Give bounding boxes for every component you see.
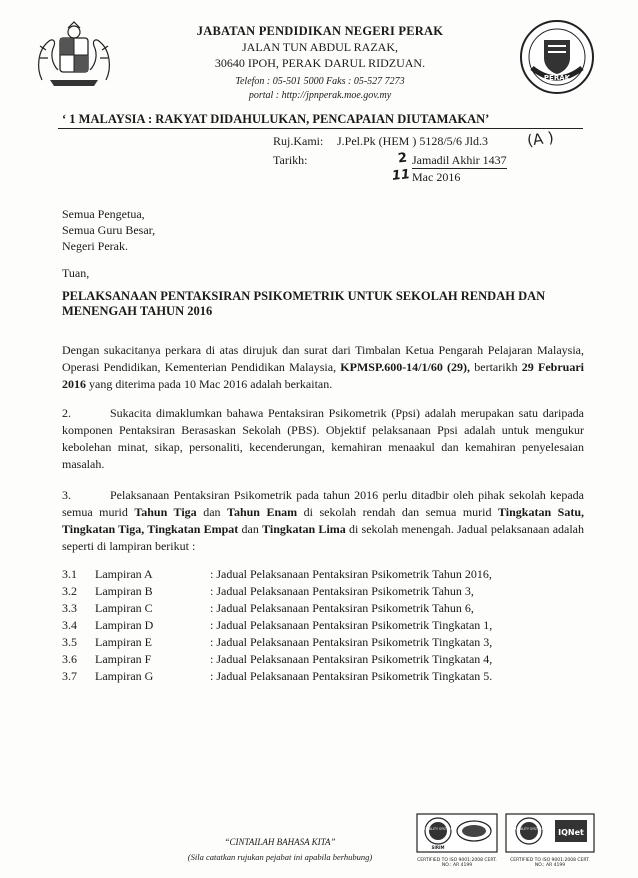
footer-note: (Sila catatkan rujukan pejabat ini apabila berhubung): [187, 852, 373, 862]
ref-value: J.Pel.Pk (HEM ) 5128/5/6 Jld.3: [337, 134, 489, 148]
date-hijri: Jamadil Akhir 1437: [412, 153, 507, 167]
subject-heading: PELAKSANAAN PENTAKSIRAN PSIKOMETRIK UNTUK SEKOLAH RENDAH DAN MENENGAH TAHUN 2016: [62, 289, 546, 318]
footer-slogan: “CINTAILAH BAHASA KITA”: [224, 837, 336, 847]
cert-caption: CERTIFIED TO ISO 9001:2008 CERT. NO.: AR 4199: [417, 858, 497, 868]
ref-handwritten: (A ): [525, 128, 555, 150]
portal-line: portal : http://jpnperak.moe.gov.my: [248, 90, 392, 101]
address-line-2: 30640 IPOH, PERAK DARUL RIDZUAN.: [214, 56, 426, 70]
paragraph-3: 3. Pelaksanaan Pentaksiran Psikometrik pada tahun 2016 perlu ditadbir oleh pihak sekolah kepada semua murid Tahun Tiga dan Tahun Enam di sekolah rendah dan semua murid Tingkatan Satu, Tingkatan Tiga, Tingkatan Empat dan Tingkatan Lima di sekolah menengah. Jadual pelaksanaan adalah seperti di lampiran berikut :: [62, 488, 585, 553]
recipient-line: Semua Pengetua,: [62, 207, 145, 221]
salutation: Tuan,: [62, 266, 90, 280]
org-name: JABATAN PENDIDIKAN NEGERI PERAK: [196, 24, 444, 38]
paragraph-1: Dengan sukacitanya perkara di atas dirujuk dan surat dari Timbalan Ketua Pengarah Pelajaran Malaysia, Operasi Pendidikan, Kementerian Pendidikan Malaysia, KPMSP.600-14/1/60 (29), bertarikh 29 Februari 2016 yang diterima pada 10 Mac 2016 adalah berkaitan.: [62, 343, 584, 391]
svg-text:IQNet: IQNet: [558, 828, 584, 837]
perak-crest-icon: [28, 20, 120, 92]
recipient-line: Negeri Perak.: [62, 239, 128, 253]
iqnet-certification-icon: [505, 813, 595, 853]
iqnet-certification: [505, 813, 595, 868]
motto: ‘ 1 MALAYSIA : RAKYAT DIDAHULUKAN, PENCAPAIAN DIUTAMAKAN’: [62, 112, 490, 126]
svg-text:QUALITY SYSTEM: QUALITY SYSTEM: [424, 827, 452, 831]
header-divider: [58, 128, 583, 129]
svg-text:SIRIM: SIRIM: [431, 845, 445, 850]
paragraph-number: 2.: [62, 406, 71, 420]
jpn-perak-seal-icon: [518, 18, 596, 96]
date-gregorian: Mac 2016: [412, 170, 461, 184]
paragraph-2: 2. Sukacita dimaklumkan bahawa Pentaksiran Psikometrik (Ppsi) adalah merupakan satu daripada komponen Pentaksiran Berasaskan Sekolah (PBS). Objektif pelaksanaan Ppsi adalah untuk mengukur kebolehan minat, sikap, personaliti, kecenderungan, kemahiran menaakul dan kemahiran penyelesaian masalah.: [62, 406, 584, 471]
sirim-certification: [416, 813, 498, 868]
paragraph-number: 3.: [62, 488, 71, 502]
cert-caption: CERTIFIED TO ISO 9001:2008 CERT. NO.: AR 4199: [510, 858, 590, 868]
date-label: Tarikh:: [273, 153, 308, 167]
seal-label: PERAK: [543, 74, 571, 82]
date-day-handwritten: 2: [397, 150, 408, 167]
phone-fax-line: Telefon : 05-501 5000 Faks : 05-527 7273: [235, 76, 405, 87]
letter-page: JABATAN PENDIDIKAN NEGERI PERAK JALAN TUN ABDUL RAZAK, 30640 IPOH, PERAK DARUL RIDZUAN. Telefon : 05-501 5000 Faks : 05-527 7273 portal : http://jpnperak.moe.gov.my PERAK ‘ 1 MALAYSIA : RAKYAT DIDAHULUKAN, PENCAPAIAN DIUTAMAKAN’ Ruj.Kami: J.Pel.Pk (HEM ) 5128/5/6 Jld.3 (A ) Tarikh: 2 Jamadil Akhir 1437 11 Mac 2016 Semua Pengetua, Semua Guru Besar, Negeri Perak. Tuan, PELAKSANAAN PENTAKSIRAN PSIKOMETRIK UNTUK SEKOLAH RENDAH DAN MENENGAH TAHUN 2016 Dengan sukacitanya perkara di atas dirujuk dan surat dari Timbalan Ketua Pengarah Pelajaran Malaysia, Operasi Pendidikan, Kementerian Pendidikan Malaysia, KPMSP.600-14/1/60 (29), bertarikh 29 Februari 2016 yang diterima pada 10 Mac 2016 adalah berkaitan. 2. Sukacita dimaklumkan bahawa Pentaksiran Psikometrik (Ppsi) adalah merupakan satu daripada komponen Pentaksiran Berasaskan Sekolah (PBS). Objektif pelaksanaan Ppsi adalah untuk mengukur kebolehan minat, sikap, personaliti, kecenderungan, kemahiran menaakul dan kemahiran penyelesaian masalah. 3. Pelaksanaan Pentaksiran Psikometrik pada tahun 2016 perlu ditadbir oleh pihak sekolah kepada semua murid Tahun Tiga dan Tahun Enam di sekolah rendah dan semua murid Tingkatan Satu, Tingkatan Tiga, Tingkatan Empat dan Tingkatan Lima di sekolah menengah. Jadual pelaksanaan adalah seperti di lampiran berikut : 3.1 Lampiran A : Jadual Pelaksanaan Pentaksiran Psikometrik Tahun 2016, 3.2 Lampiran B : Jadual Pelaksanaan Pentaksiran Psikometrik Tahun 3, 3.3 Lampiran C : Jadual Pelaksanaan Pentaksiran Psikometrik Tahun 6, 3.4 Lampiran D : Jadual Pelaksanaan Pentaksiran Psikometrik Tingkatan 1, 3.5 Lampiran E : Jadual Pelaksanaan Pentaksiran Psikometrik Tingkatan 3, 3.6 Lampiran F : Jadual Pelaksanaan Pentaksiran Psikometrik Tingkatan 4, 3.7 Lampiran G : Jadual Pelaksanaan Pentaksiran Psikometrik Tingkatan 5. “CINTAILAH BAHASA KITA” (Sila catatkan rujukan pejabat ini apabila berhubung) QUALITY SYSTEM SIRIM CERTIFIED TO ISO 9001:2008 CERT. NO.: AR 4199 QUALITY SYSTEM IQNet CERTIFIED TO ISO 9001:2008 CERT. NO.: AR 4199: [0, 0, 638, 878]
svg-text:QUALITY SYSTEM: QUALITY SYSTEM: [515, 827, 543, 831]
date-day2-handwritten: 11: [391, 167, 411, 184]
address-line-1: JALAN TUN ABDUL RAZAK,: [242, 40, 398, 54]
ref-label: Ruj.Kami:: [273, 134, 324, 148]
recipient-line: Semua Guru Besar,: [62, 223, 156, 237]
sirim-certification-icon: [416, 813, 498, 853]
